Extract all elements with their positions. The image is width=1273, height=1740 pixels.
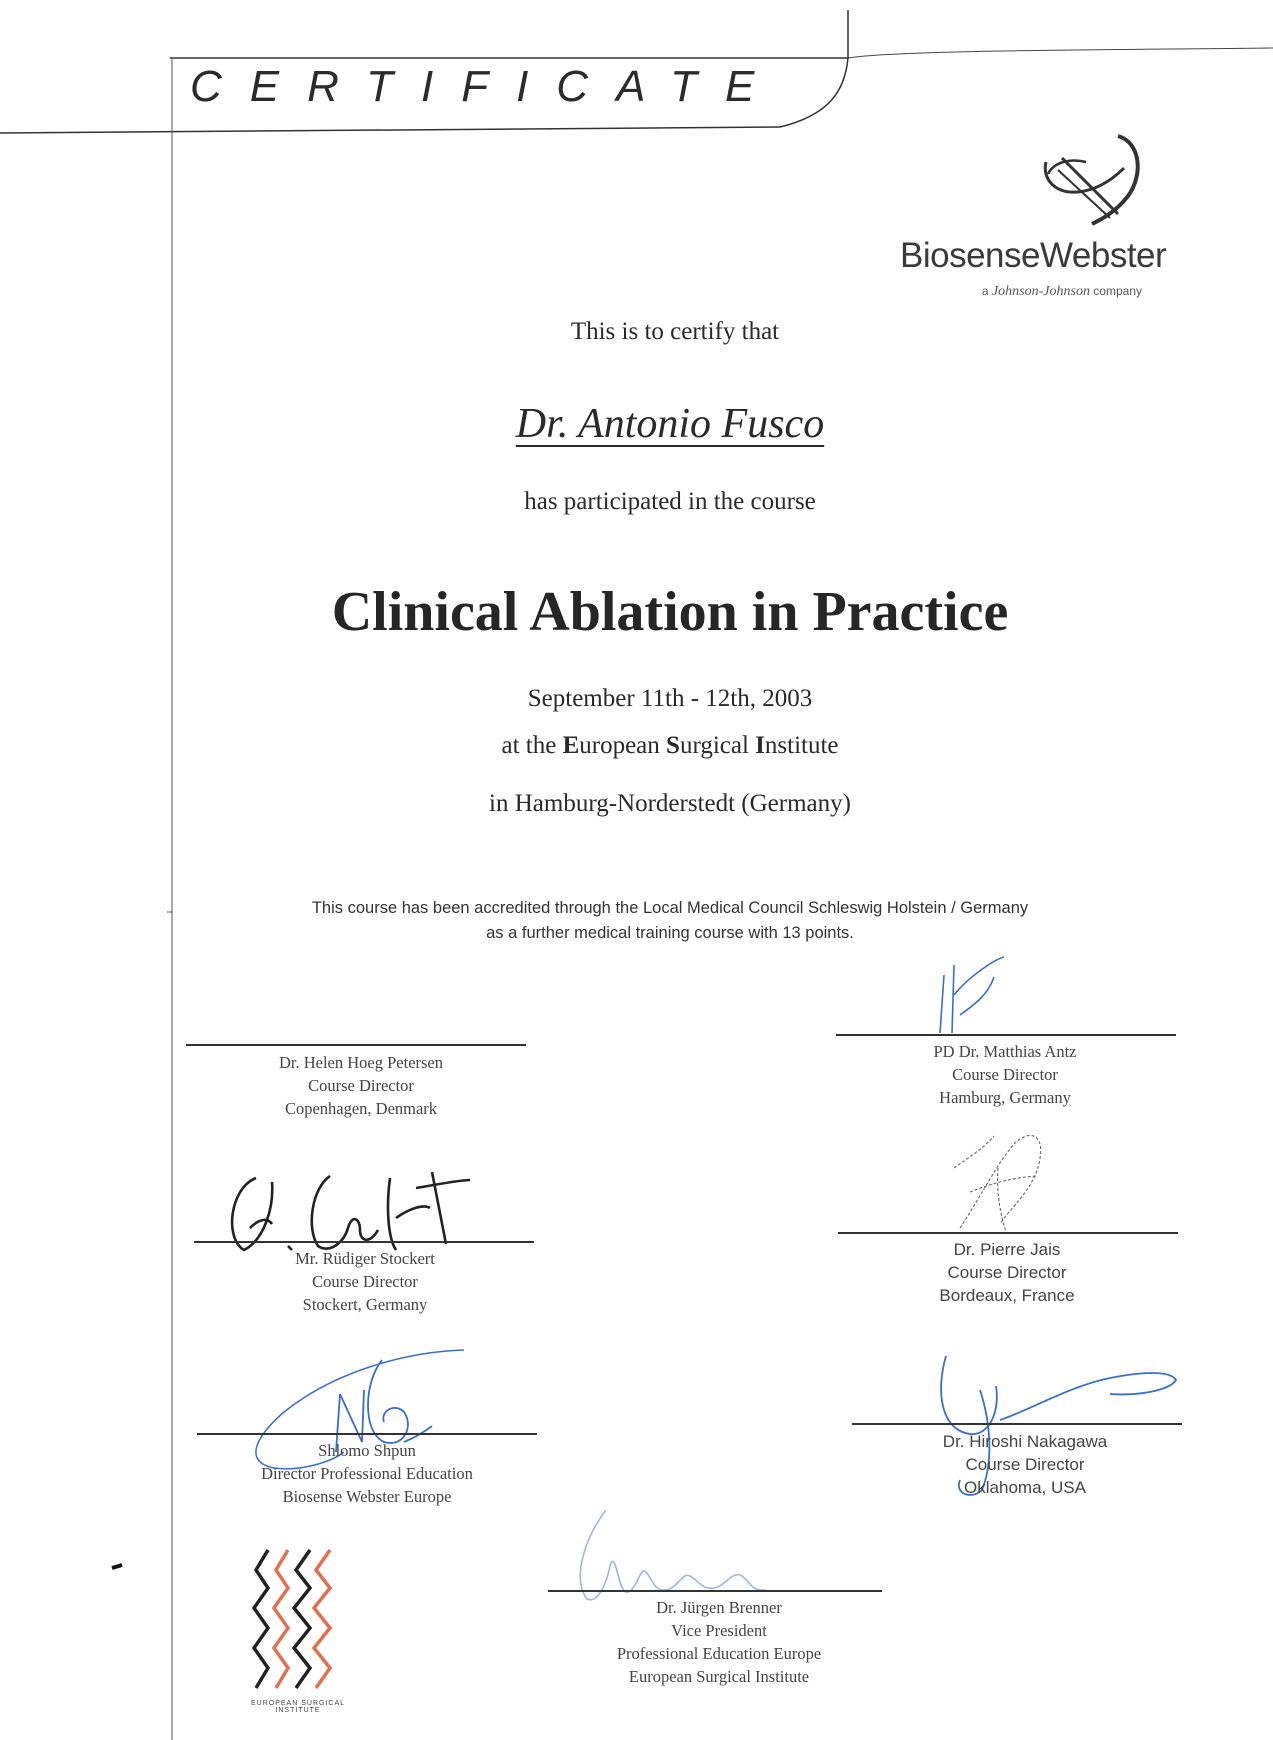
accreditation-note	[200, 896, 1140, 946]
signature-line-petersen	[186, 1044, 526, 1046]
signature-line-brenner	[548, 1590, 882, 1592]
johnson-johnson-wordmark: Johnson-Johnson	[991, 284, 1090, 299]
signatory-name: Dr. Pierre Jais	[953, 1240, 1061, 1259]
signature-line-antz	[836, 1034, 1176, 1036]
signature-line-shpun	[197, 1433, 537, 1435]
signatory-petersen	[216, 1051, 506, 1120]
esi-logo-icon	[238, 1548, 358, 1698]
signatory-place: European Surgical Institute	[628, 1667, 810, 1686]
signatory-role: Course Director	[312, 1272, 418, 1291]
signature-antz	[930, 955, 1010, 1035]
signatory-antz	[860, 1040, 1150, 1109]
location-part-3: nstitute	[764, 732, 839, 759]
signatory-nakagawa	[880, 1430, 1170, 1499]
course-title: Clinical Ablation in Practice	[331, 581, 1009, 643]
location-initial-s: S	[666, 732, 680, 759]
certify-line: This is to certify that	[570, 318, 780, 345]
signatory-stockert	[220, 1247, 510, 1316]
location-prefix: at the	[501, 732, 557, 759]
accreditation-line-2: as a further medical training course with 13 points.	[486, 924, 854, 942]
signatory-shpun	[222, 1439, 512, 1508]
signatory-role: Course Director	[308, 1076, 414, 1095]
signatory-role: Director Professional Education	[261, 1464, 473, 1483]
biosense-webster-logo-icon	[1040, 128, 1148, 228]
signatory-name: Dr. Hiroshi Nakagawa	[942, 1432, 1108, 1451]
signatory-name: Shlomo Shpun	[318, 1441, 416, 1460]
brand-name: BiosenseWebster	[900, 236, 1167, 275]
course-dates: September 11th - 12th, 2003	[527, 685, 813, 712]
recipient-name: Dr. Antonio Fusco	[515, 401, 825, 447]
signatory-brenner	[574, 1596, 864, 1688]
signatory-name: Mr. Rüdiger Stockert	[295, 1249, 435, 1268]
signatory-place: Oklahoma, USA	[964, 1478, 1086, 1497]
signature-line-jais	[838, 1232, 1178, 1234]
signatory-name: Dr. Jürgen Brenner	[656, 1598, 782, 1617]
signature-line-nakagawa	[852, 1423, 1182, 1425]
course-location	[380, 732, 960, 760]
signatory-jais	[862, 1238, 1152, 1307]
signatory-dept: Professional Education Europe	[616, 1644, 822, 1663]
signatory-role: Course Director	[947, 1263, 1067, 1282]
location-part-1: uropean	[579, 732, 667, 759]
signatory-place: Hamburg, Germany	[939, 1088, 1071, 1107]
signatory-role: Vice President	[671, 1621, 767, 1640]
brand-subtitle-suffix: company	[1093, 284, 1142, 298]
signature-line-stockert	[194, 1241, 534, 1243]
signature-jais	[940, 1128, 1060, 1238]
signatory-place: Stockert, Germany	[302, 1295, 428, 1314]
participated-line: has participated in the course	[524, 488, 816, 515]
location-part-2: urgical	[679, 732, 756, 759]
brand-subtitle-prefix: a	[981, 284, 989, 298]
brand-subtitle	[880, 284, 1142, 300]
location-initial-e: E	[562, 732, 580, 759]
signatory-name: PD Dr. Matthias Antz	[933, 1042, 1077, 1061]
signatory-name: Dr. Helen Hoeg Petersen	[278, 1053, 444, 1072]
signatory-place: Bordeaux, France	[939, 1286, 1075, 1305]
signatory-place: Biosense Webster Europe	[282, 1487, 452, 1506]
course-city: in Hamburg-Norderstedt (Germany)	[489, 790, 851, 817]
signatory-role: Course Director	[952, 1065, 1058, 1084]
location-initial-i: I	[755, 732, 765, 759]
esi-logo-caption: EUROPEAN SURGICAL INSTITUTE	[250, 1700, 346, 1714]
certificate-heading: CERTIFICATE	[190, 62, 783, 111]
signatory-role: Course Director	[965, 1455, 1085, 1474]
accreditation-line-1: This course has been accredited through the Local Medical Council Schleswig Holstein / Germany	[311, 899, 1029, 917]
signatory-place: Copenhagen, Denmark	[284, 1099, 438, 1118]
